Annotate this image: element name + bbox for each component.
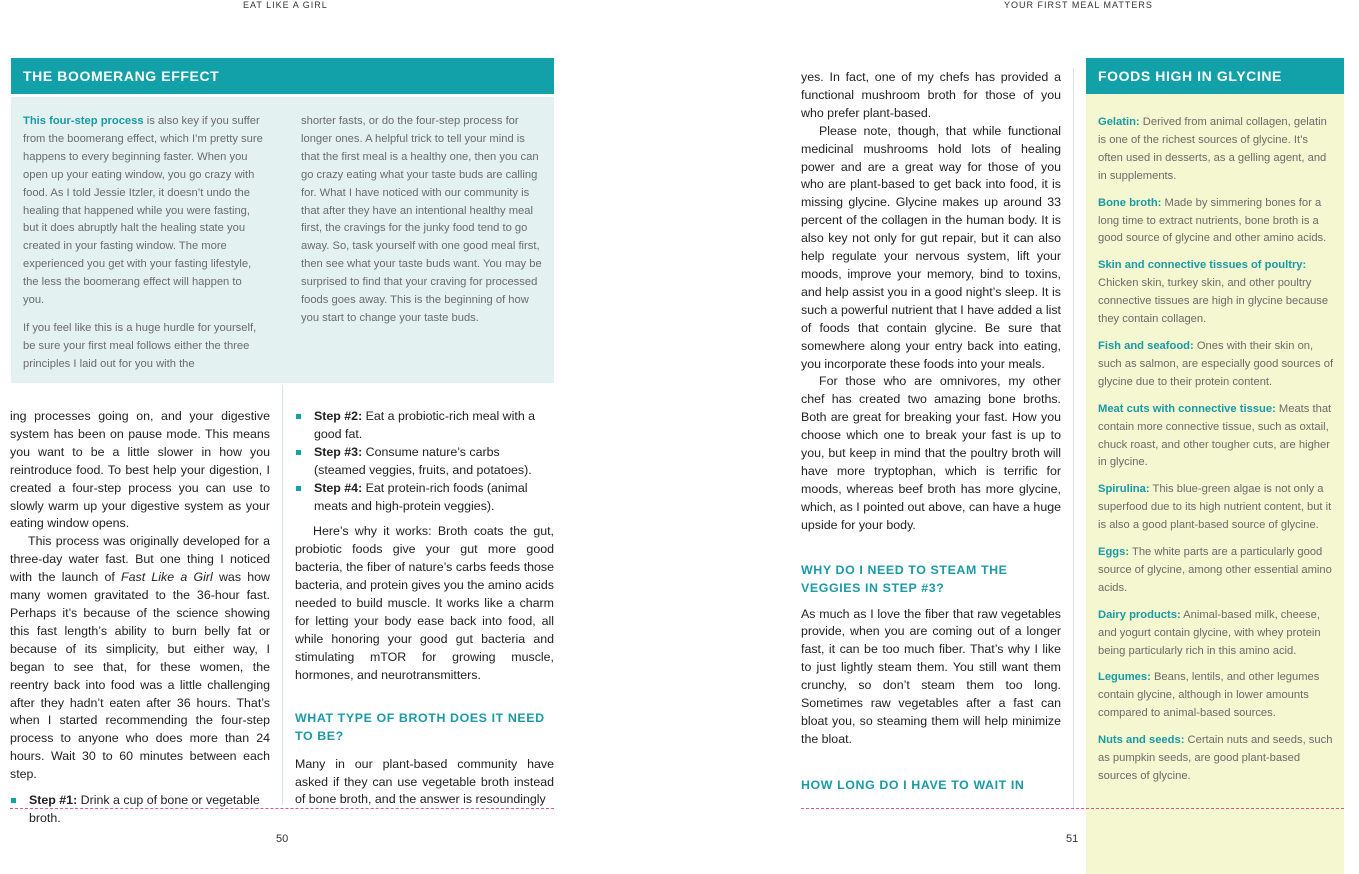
list-item: Step #3: Consume nature’s carbs (steamed veggies, fruits, and potatoes). [295, 444, 554, 480]
glycine-item-label: Meat cuts with connective tissue: [1098, 402, 1276, 415]
glycine-item-text: Chicken skin, turkey skin, and other poultry connective tissues are high in glycine because they contain collagen. [1098, 277, 1329, 326]
section-heading: WHAT TYPE OF BROTH DOES IT NEED TO BE? [295, 710, 545, 743]
sidebar-lead: This four-step process [23, 115, 144, 127]
glycine-item [1098, 338, 1334, 392]
glycine-item-text: Certain nuts and seeds, such as pumpkin seeds, are good plant-based sources of glycine. [1098, 734, 1333, 782]
glycine-item-text: Made by simmering bones for a long time to extract nutrients, bone broth is a good source of glycine and other amino acids. [1098, 196, 1327, 245]
step-list [10, 792, 270, 828]
glycine-item [1098, 114, 1334, 186]
left-column-1 [10, 408, 270, 828]
glycine-item-label: Nuts and seeds: [1098, 734, 1185, 747]
glycine-item-text: The white parts are a particularly good source of glycine, among other essential amino acids. [1098, 546, 1332, 594]
glycine-item-text: This blue-green algae is not only a superfood due to its high nutrient content, but it is also a good plant-based source of glycine. [1098, 483, 1332, 532]
glycine-item [1098, 195, 1334, 249]
column-rule [282, 385, 283, 805]
bullet-icon [296, 450, 301, 455]
glycine-item [1098, 732, 1334, 786]
glycine-item [1098, 669, 1334, 723]
body-paragraph: This process was originally developed for a three-day water fast. But one thing I noticed with the launch of Fast Like a Girl was how many women gravitated to the 36-hour fast. Perhaps it’s because of the science showing this fast length’s ability to burn belly fat or because of its simplicity, but either way, I began to see that, for these women, the reentry back into food was a little challenging after they hadn’t eaten after 36 hours. That’s when I started recommending the four-step process to anyone who does more than 24 hours. Wait 30 to 60 minutes between each step. [10, 534, 270, 782]
running-head-right: YOUR FIRST MEAL MATTERS [1004, 0, 1153, 10]
body-paragraph: Here’s why it works: Broth coats the gut, probiotic foods give your gut more good bacteria, the fiber of nature’s carbs feeds those bacteria, and protein gives you the amino acids needed to build muscle. It works like a charm for letting your body ease back into food, all while honoring your good gut bacteria and stimulating mTOR for growing muscle, hormones, and neurotransmitters. [295, 524, 554, 682]
body-paragraph: Many in our plant-based community have asked if they can use vegetable broth instead of bone broth, and the answer is resoundingly [295, 756, 554, 807]
list-item: Step #4: Eat protein-rich foods (animal meats and high-protein veggies). [295, 480, 554, 516]
glycine-item-label: Skin and connective tissues of poultry: [1098, 259, 1307, 272]
glycine-item-label: Legumes: [1098, 671, 1151, 684]
glycine-item-text: Derived from animal collagen, gelatin is one of the richest sources of glycine. It’s often used in desserts, as a gelling agent, and in supplements. [1098, 116, 1327, 182]
glycine-item [1098, 607, 1334, 661]
glycine-item-text: Beans, lentils, and other legumes contain glycine, although in lower amounts compared to animal-based sources. [1098, 671, 1320, 720]
page-number-right: 51 [1066, 833, 1079, 845]
step-list [295, 408, 554, 515]
body-paragraph: ing processes going on, and your digestive system has been on pause mode. This means you want to be a little slower in how you reintroduce food. To best help your digestion, I created a four-step process you can use to slowly warm up your digestive system as your eating window opens. [10, 409, 270, 531]
body-paragraph: As much as I love the fiber that raw vegetables provide, when you are coming out of a longer fast, it can be too much fiber. That’s why I like to just lightly steam them. You still want them crunchy, so don’t steam them too long. Sometimes raw vegetables after a fast can bloat you, so steaming them will help minimize the bloat. [801, 606, 1061, 746]
sidebar-text: is also key if you suffer from the boomerang effect, which I’m pretty sure happens to every beginning faster. When you open up your eating window, you go crazy with food. As I told Jessie Itzler, it doesn’t undo the healing that happened while you were fasting, but it does abruptly halt the healing state you created in your fasting window. The more experienced you get with your fasting lifestyle, the less the boomerang effect will happen to you. [23, 115, 263, 307]
glycine-item-label: Gelatin: [1098, 116, 1140, 128]
crop-guide [801, 808, 1344, 809]
sidebar-paragraph [23, 113, 263, 310]
list-item: Step #1: Drink a cup of bone or vegetable broth. [10, 792, 270, 828]
glycine-item-text: Meats that contain more connective tissue, such as oxtail, chuck roast, and other tougher cuts, are higher in glycine. [1098, 402, 1332, 469]
sidebar-column-2 [301, 113, 545, 338]
glycine-item [1098, 401, 1334, 473]
glycine-item-text: Ones with their skin on, such as salmon, are especially good sources of glycine due to their protein content. [1098, 339, 1334, 388]
page-number-left: 50 [276, 833, 289, 845]
glycine-sidebar [1086, 94, 1344, 874]
bullet-icon [296, 414, 301, 419]
glycine-item [1098, 544, 1334, 598]
body-paragraph: yes. In fact, one of my chefs has provided a functional mushroom broth for those of you who prefer plant-based. [801, 70, 1061, 120]
glycine-item [1098, 481, 1334, 535]
glycine-item-text: Animal-based milk, cheese, and yogurt contain glycine, with whey protein being particularly rich in this amino acid. [1098, 608, 1321, 657]
column-rule [1073, 68, 1074, 808]
sidebar-column-1 [23, 113, 263, 384]
glycine-list [1098, 114, 1334, 795]
body-paragraph: Please note, though, that while functional medicinal mushrooms hold lots of healing power and are a great way for those of you who are plant-based to get back into food, it is missing glycine. Glycine makes up around 33 percent of the collagen in the human body. It is also key not only for gut repair, but it can also help regulate your nervous system, lift your moods, improve your memory, bind to toxins, and help assist you in a good night’s sleep. It is such a powerful nutrient that I have added a list of foods that contain glycine. Be sure that somewhere along your entry back into eating, you incorporate these foods into your meals. [801, 123, 1061, 371]
list-item: Step #2: Eat a probiotic-rich meal with a good fat. [295, 408, 554, 444]
bullet-icon [296, 486, 301, 491]
right-main-column [801, 69, 1061, 794]
bullet-icon [11, 798, 16, 803]
sidebar-paragraph: If you feel like this is a huge hurdle for yourself, be sure your first meal follows either the three principles I laid out for you with the [23, 321, 257, 370]
glycine-title: FOODS HIGH IN GLYCINE [1086, 58, 1344, 94]
glycine-item-label: Dairy products: [1098, 608, 1181, 621]
glycine-item-label: Eggs: [1098, 546, 1130, 559]
left-column-2 [295, 408, 554, 809]
glycine-item-label: Bone broth: [1098, 196, 1162, 209]
sidebar-paragraph: shorter fasts, or do the four-step process for longer ones. A helpful trick to tell your mind is that the first meal is a healthy one, then you can go crazy eating what your taste buds are calling for. What I have noticed with our community is that after they have an intentional healthy meal first, the cravings for the junky food tend to go away. So, task yourself with one good meal first, then see what your taste buds want. You may be surprised to find that your craving for processed foods goes away. This is the beginning of how you start to change your taste buds. [301, 115, 542, 324]
glycine-item-label: Fish and seafood: [1098, 339, 1194, 352]
boomerang-sidebar [11, 97, 554, 383]
body-paragraph: For those who are omnivores, my other chef has created two amazing bone broths. Both are great for breaking your fast. How you choose which one to break your fast is up to you, but keep in mind that the poultry broth will have more tryptophan, which is terrific for moods, whereas beef broth has more glycine, which, as I pointed out above, can have a huge upside for your body. [801, 374, 1061, 532]
section-heading: HOW LONG DO I HAVE TO WAIT IN [801, 777, 1025, 792]
crop-guide [10, 808, 554, 809]
book-title: Fast Like a Girl [121, 570, 213, 585]
glycine-item-label: Spirulina: [1098, 483, 1150, 496]
sidebar-title: THE BOOMERANG EFFECT [11, 58, 554, 94]
glycine-item [1098, 257, 1334, 329]
running-head-left: EAT LIKE A GIRL [243, 0, 328, 10]
section-heading: WHY DO I NEED TO STEAM THE VEGGIES IN STEP #3? [801, 562, 1008, 595]
